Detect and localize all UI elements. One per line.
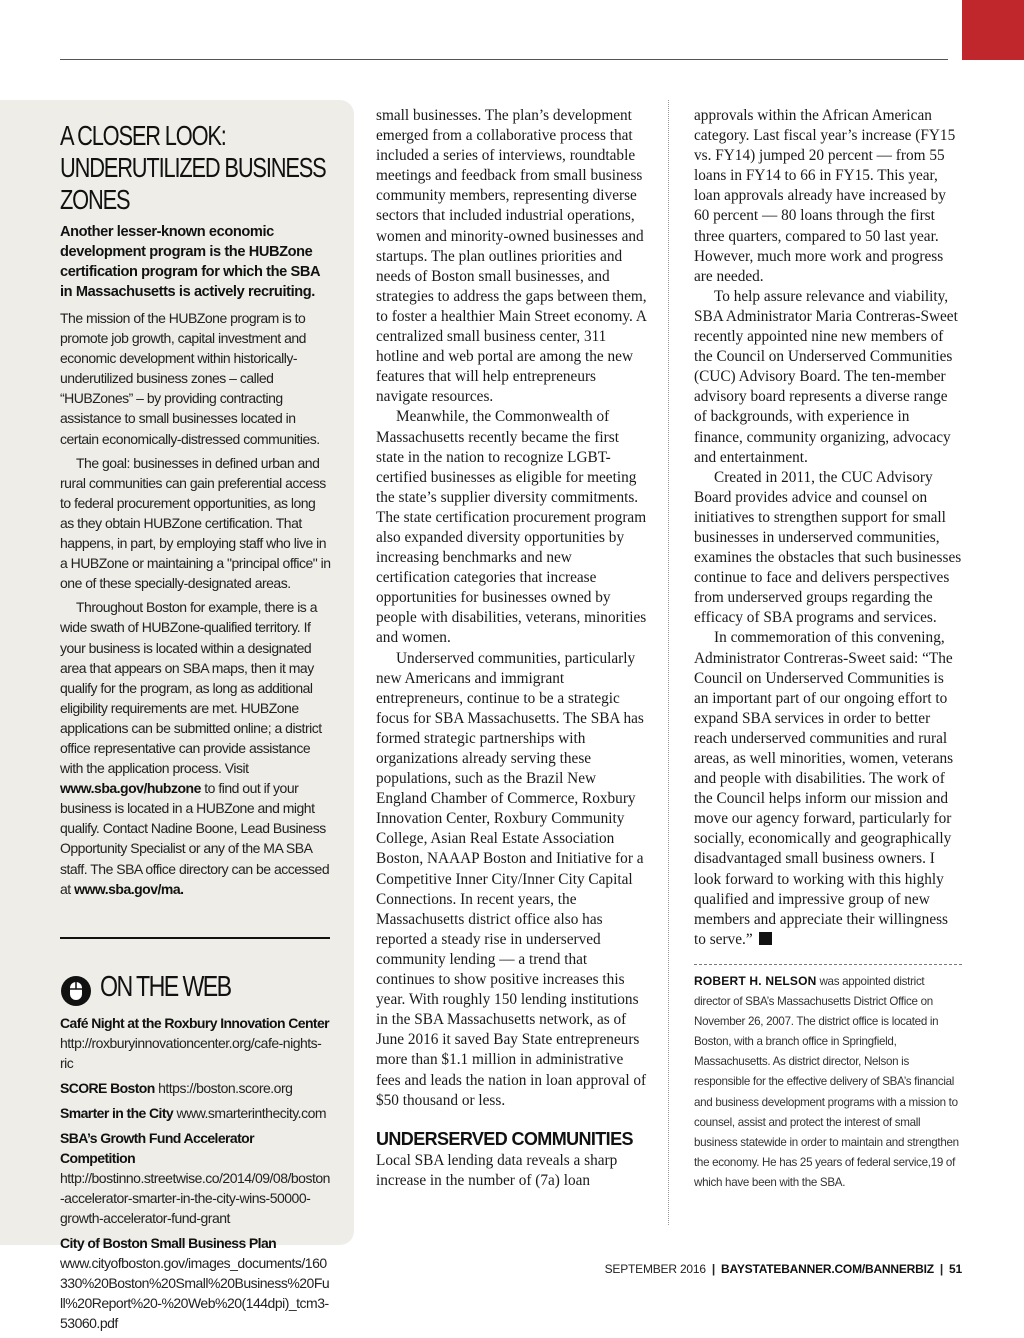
hubzone-link[interactable]: www.sba.gov/hubzone xyxy=(60,780,201,797)
article-column-3 xyxy=(694,106,962,1193)
sidebar-title xyxy=(60,120,341,216)
web-link-title: City of Boston Small Business Plan xyxy=(60,1234,277,1251)
web-link-item xyxy=(60,1233,331,1333)
sidebar-lead: Another lesser-known economic development program is the HUBZone certification program for which the SBA in Massachusetts is actively recruiting. xyxy=(60,224,320,300)
col2-paragraph-4: Local SBA lending data reveals a sharp increase in the number of (7a) loan xyxy=(376,1151,618,1189)
bio-text: was appointed district director of SBA’s Massachusetts District Office on November 26, 2007. The district office is located in Boston, with a branch office in Springfield, Massachusetts. As district director, Nelson is responsible for the effective delivery of SBA’s financial and business development programs with a mission to counsel, assist and protect the interest of small business statewide in order to maintain and strengthen the economy. He has 25 years of federal service,19 of which have been with the SBA. xyxy=(694,974,959,1189)
bio-divider xyxy=(694,964,962,965)
on-the-web-title: ON THE WEB xyxy=(100,970,231,1003)
top-rule xyxy=(60,59,948,60)
end-of-article-icon xyxy=(759,932,772,945)
sidebar-content xyxy=(60,120,331,1338)
web-link-url[interactable]: https://boston.score.org xyxy=(158,1079,293,1096)
sidebar-paragraph-1: The mission of the HUBZone program is to promote job growth, capital investment and economic development within historically-underutilized business zones – called “HUBZones” – by providing contracting assistance to small businesses located in certain economically-distressed communities. xyxy=(60,310,320,447)
footer-site[interactable]: BAYSTATEBANNER.COM/BANNERBIZ xyxy=(721,1262,934,1276)
web-link-title: Café Night at the Roxbury Innovation Center xyxy=(60,1014,330,1031)
page-footer xyxy=(605,1262,962,1276)
col3-paragraph-2: To help assure relevance and viability, SBA Administrator Maria Contreras-Sweet recently appointed nine new members of the Council on Underserved Communities (CUC) Advisory Board. The ten-member advisory board represents a diverse range of backgrounds, with experience in finance, community organizing, advocacy and entertainment. xyxy=(694,287,958,466)
footer-date: SEPTEMBER 2016 xyxy=(604,1262,706,1276)
page-number: 51 xyxy=(949,1262,962,1276)
sidebar-title-line2: UNDERUTILIZED BUSINESS ZONES xyxy=(60,152,326,215)
col2-paragraph-2: Meanwhile, the Commonwealth of Massachusetts recently became the first state in the nation to recognize LGBT-certified businesses as eligible for meeting the state’s supplier diversity commitments. The state certification procurement program also expanded diversity opportunities by increasing benchmarks and new certification categories that increase opportunities for businesses owned by people with disabilities, veterans, minorities and women. xyxy=(376,408,647,647)
web-link-title: SBA’s Growth Fund Accelerator Competition xyxy=(60,1129,254,1166)
web-link-url[interactable]: http://roxburyinnovationcenter.org/cafe-nights-ric xyxy=(60,1034,322,1071)
web-link-url[interactable]: http://bostinno.streetwise.co/2014/09/08/boston-accelerator-smarter-in-the-city-wins-50000-growth-accelerator-fund-grant xyxy=(60,1169,330,1226)
web-link-item xyxy=(60,1013,331,1073)
web-link-title: Smarter in the City xyxy=(60,1104,174,1121)
col3-paragraph-1: approvals within the African American category. Last fiscal year’s increase (FY15 vs. FY14) jumped 20 percent — from 55 loans in FY14 to 66 in FY15. This year, loan approvals already have increased by 60 percent — 80 loans through the first three quarters, compared to 50 last year. However, much more work and progress are needed. xyxy=(694,107,956,285)
web-link-item xyxy=(60,1078,331,1098)
underserved-communities-heading: UNDERSERVED COMMUNITIES xyxy=(376,1128,633,1149)
web-link-url[interactable]: www.smarterinthecity.com xyxy=(176,1104,327,1121)
footer-separator: | xyxy=(711,1262,716,1276)
web-links-list xyxy=(60,1013,331,1333)
sidebar-divider xyxy=(60,937,330,939)
sidebar-p3-text-a: Throughout Boston for example, there is a wide swath of HUBZone-qualified territory. If your business is located within a designated area that appears on SBA maps, then it may qualify for the program, as long as additional eligibility requirements are met. HUBZone applications can be submitted online; a district office representative can provide assistance with the application process. Visit xyxy=(60,599,322,777)
column-divider xyxy=(668,100,669,1225)
sidebar-title-line1: A CLOSER LOOK: xyxy=(60,120,226,151)
col3-quote: In commemoration of this convening, Administrator Contreras-Sweet said: “The Council on Underserved Communities is an important part of our ongoing effort to expand SBA services in order to better reach underserved communities and rural areas, as well minorities, women, veterans and people with disabilities. The work of the Council helps inform our mission and move our agency forward, particularly for socially, economically and geographically disadvantaged small business owners. I look forward to working with this highly qualified and impressive group of new members and appreciate their willingness to serve.” xyxy=(694,629,954,948)
col3-paragraph-4 xyxy=(694,628,962,950)
col2-paragraph-3: Underserved communities, particularly new Americans and immigrant entrepreneurs, continue to be a strategic focus for SBA Massachusetts. The SBA has formed strategic partnerships with organizations already serving these populations, such as the Brazil New England Chamber of Commerce, Roxbury Innovation Center, Roxbury Community College, Asian Real Estate Association Boston, NAAAP Boston and Initiative for a Competitive Inner City/Inner City Capital Connections. In recent years, the Massachusetts district office also has reported a steady rise in underserved community lending — a trend that continues to show positive increases this year. With roughly 150 lending institutions in the SBA Massachusetts network, as of June 2016 it saved Bay State entrepreneurs more than $1.1 million in administrative fees and leads the nation in loan approval of $50 thousand or less. xyxy=(376,649,647,1109)
web-link-url[interactable]: www.cityofboston.gov/images_documents/160330%20Boston%20Small%20Business%20Full%20Report%20-%20Web%20(144dpi)_tcm3-53060.pdf xyxy=(60,1254,330,1331)
col3-paragraph-3: Created in 2011, the CUC Advisory Board provides advice and counsel on initiatives to strengthen support for small businesses in underserved communities, examines the obstacles that such businesses continue to face and delivers perspectives from underserved groups regarding the efficacy of SBA programs and services. xyxy=(694,468,962,627)
mouse-icon xyxy=(60,975,92,1007)
red-corner-tab xyxy=(962,0,1024,60)
web-link-item xyxy=(60,1128,331,1228)
footer-separator: | xyxy=(939,1262,944,1276)
web-link-item xyxy=(60,1103,331,1123)
article-column-2 xyxy=(376,106,648,1191)
sidebar-p3-text-b: to find out if your business is located in a HUBZone and might qualify. Contact Nadine Boone, Lead Business Opportunity Specialist or any of the MA SBA staff. The SBA office directory can be accessed at xyxy=(60,780,330,897)
sidebar-paragraph-2: The goal: businesses in defined urban and rural communities can gain preferential access to federal procurement opportunities, as long as they obtain HUBZone certification. That happens, in part, by employing staff who live in a HUBZone or maintaining a "principal office" in one of these specially-designated areas. xyxy=(60,454,331,592)
sidebar-panel xyxy=(0,100,354,1331)
bio-name: ROBERT H. NELSON xyxy=(694,973,817,988)
on-the-web-header xyxy=(60,969,331,1009)
web-link-title: SCORE Boston xyxy=(60,1079,155,1096)
col2-paragraph-1: small businesses. The plan’s development emerged from a collaborative process that included a series of interviews, roundtable meetings and feedback from small business community members, representing diverse sectors that included industrial operations, women and minority-owned businesses and startups. The plan outlines priorities and needs of Boston small businesses, and strategies to address the gaps between them, to foster a healthier Main Street economy. A centralized small business center, 311 hotline and web portal are among the new features that will help entrepreneurs navigate resources. xyxy=(376,107,647,406)
sba-ma-link[interactable]: www.sba.gov/ma. xyxy=(74,880,184,897)
sidebar-paragraph-3 xyxy=(60,597,331,898)
author-bio xyxy=(694,971,962,1193)
